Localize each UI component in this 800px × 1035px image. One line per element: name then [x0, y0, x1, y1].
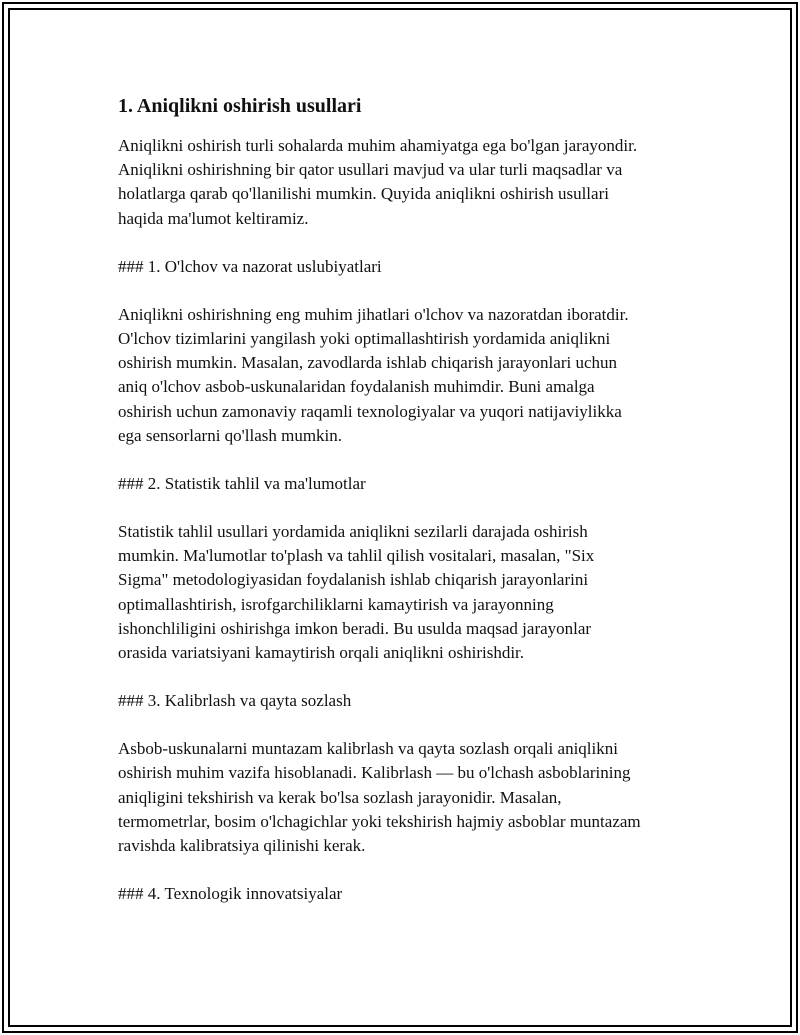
paragraph-line: Statistik tahlil usullari yordamida aniqlikni sezilarli darajada oshirish — [118, 522, 588, 542]
paragraph-line: Aniqlikni oshirish turli sohalarda muhim ahamiyatga ega bo'lgan jarayondir. — [118, 136, 638, 155]
paragraph-line: Sigma" metodologiyasidan foydalanish ishlab chiqarish jarayonlarini — [118, 570, 589, 590]
section-heading-1: ### 1. O'lchov va nazorat uslubiyatlari — [118, 256, 382, 276]
paragraph-line: ravishda kalibratsiya qilinishi kerak. — [118, 836, 366, 856]
paragraph-line: Aniqlikni oshirishning eng muhim jihatlari o'lchov va nazoratdan iboratdir. — [118, 304, 629, 324]
paragraph-line: optimallashtirish, isrofgarchiliklarni kamaytirish va jarayonning — [118, 594, 554, 614]
section-heading-2: ### 2. Statistik tahlil va ma'lumotlar — [118, 474, 366, 494]
paragraph-line: Asbob-uskunalarni muntazam kalibrlash va qayta sozlash orqali aniqlikni — [118, 739, 618, 759]
paragraph-line: Aniqlikni oshirishning bir qator usullari mavjud va ular turli maqsadlar va — [118, 160, 623, 180]
section-heading-3: ### 3. Kalibrlash va qayta sozlash — [118, 691, 352, 711]
document-title: 1. Aniqlikni oshirish usullari — [118, 95, 362, 117]
paragraph-line: haqida ma'lumot keltiramiz. — [118, 208, 309, 228]
document-body — [118, 92, 708, 930]
paragraph-line: termometrlar, bosim o'lchagichlar yoki tekshirish hajmiy asboblar muntazam — [118, 811, 641, 831]
section-paragraph-1 — [118, 303, 708, 448]
paragraph-line: aniqligini tekshirish va kerak bo'lsa sozlash jarayonidir. Masalan, — [118, 787, 562, 807]
section-heading-4: ### 4. Texnologik innovatsiyalar — [118, 884, 343, 904]
paragraph-line: oshirish mumkin. Masalan, zavodlarda ishlab chiqarish jarayonlari uchun — [118, 353, 618, 373]
paragraph-line: ishonchliligini oshirishga imkon beradi. Bu usulda maqsad jarayonlar — [118, 618, 592, 638]
paragraph-line: holatlarga qarab qo'llanilishi mumkin. Quyida aniqlikni oshirish usullari — [118, 184, 609, 204]
paragraph-line: orasida variatsiyani kamaytirish orqali aniqlikni oshirishdir. — [118, 643, 525, 663]
section-paragraph-3 — [118, 737, 708, 858]
paragraph-line: aniq o'lchov asbob-uskunalaridan foydalanish muhimdir. Buni amalga — [118, 377, 595, 397]
intro-paragraph — [118, 134, 708, 231]
paragraph-line: O'lchov tizimlarini yangilash yoki optimallashtirish yordamida aniqlikni — [118, 329, 611, 349]
section-paragraph-2 — [118, 520, 708, 665]
paragraph-line: mumkin. Ma'lumotlar to'plash va tahlil qilish vositalari, masalan, "Six — [118, 546, 595, 566]
paragraph-line: ega sensorlarni qo'llash mumkin. — [118, 425, 343, 445]
paragraph-line: oshirish muhim vazifa hisoblanadi. Kalibrlash — bu o'lchash asboblarining — [118, 763, 631, 783]
paragraph-line: oshirish uchun zamonaviy raqamli texnologiyalar va yuqori natijaviylikka — [118, 401, 622, 421]
